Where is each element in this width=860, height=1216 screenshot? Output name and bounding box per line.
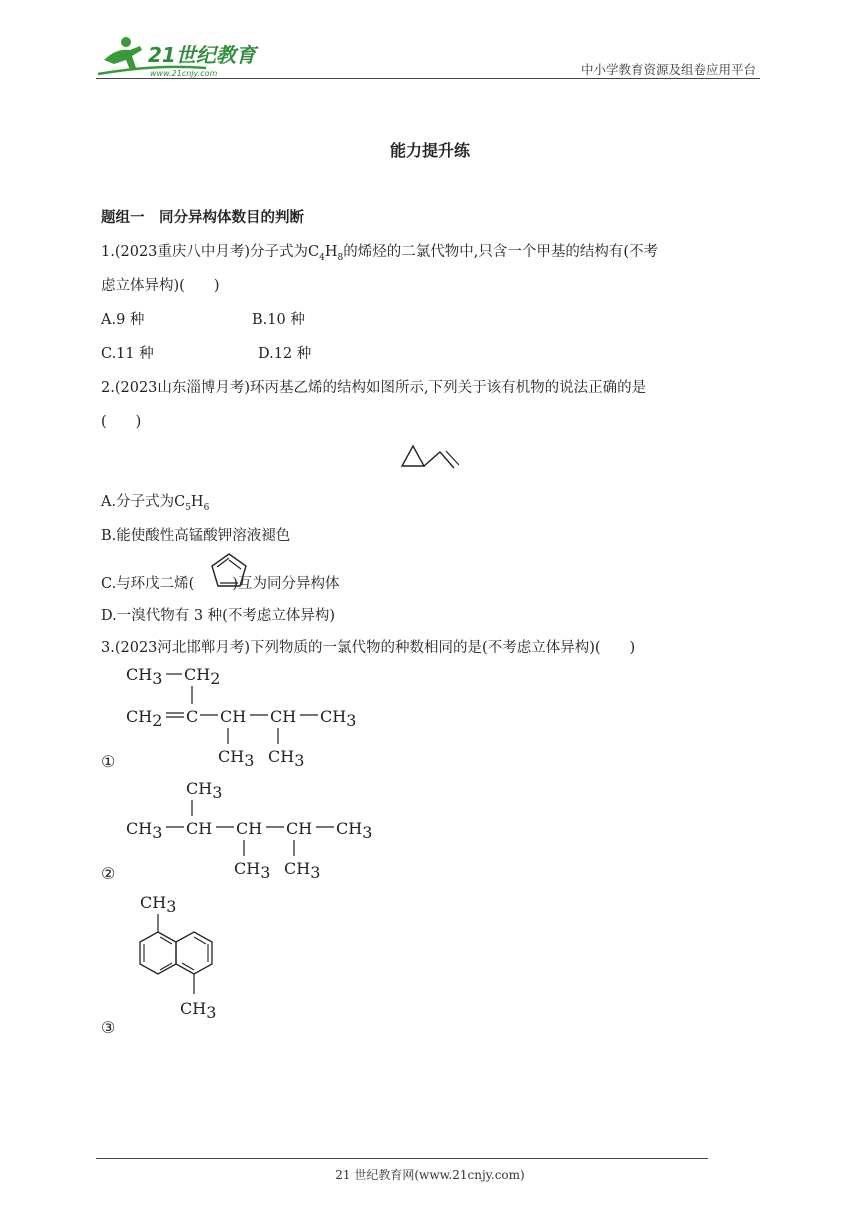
svg-text:CH3: CH3 [126, 819, 163, 842]
svg-text:CH: CH [270, 707, 297, 726]
svg-text:CH3: CH3 [234, 859, 271, 882]
svg-text:C: C [186, 707, 199, 726]
structure-1-label: ① [101, 752, 116, 771]
svg-text:CH: CH [186, 819, 213, 838]
q2-option-a: A.分子式为$C_5H_6$ [101, 494, 210, 513]
svg-text:CH3: CH3 [218, 747, 255, 770]
svg-text:CH3: CH3 [320, 707, 357, 730]
structure-3-label: ③ [101, 1018, 116, 1037]
svg-text:CH3: CH3 [126, 665, 163, 688]
q3-stem: 3.(2023河北邯郸月考)下列物质的一氯代物的种数相同的是(不考虑立体异构)( ) [101, 640, 636, 656]
logo [96, 34, 276, 80]
svg-text:CH: CH [286, 819, 313, 838]
svg-text:www.21cnjy.com: www.21cnjy.com [150, 69, 218, 78]
q1-option-b: B.10 种 [252, 312, 305, 328]
svg-text:21世纪教育: 21世纪教育 [148, 43, 256, 67]
q2-stem-line1: 2.(2023山东淄博月考)环丙基乙烯的结构如图所示,下列关于该有机物的说法正确的是 [101, 380, 647, 396]
svg-text:CH3: CH3 [284, 859, 321, 882]
structure-1 [120, 660, 380, 770]
svg-text:CH3: CH3 [186, 779, 223, 802]
svg-text:CH3: CH3 [180, 999, 217, 1022]
structure-2-label: ② [101, 864, 116, 883]
structure-2 [120, 772, 390, 882]
footer-text: 21 世纪教育网(www.21cnjy.com) [335, 1168, 525, 1182]
page-title: 能力提升练 [389, 141, 470, 160]
structure-3 [120, 886, 240, 1038]
page-header [96, 34, 760, 80]
svg-text:CH2: CH2 [184, 665, 221, 688]
q2-option-c: C.与环戊二烯( )互为同分异构体 [101, 576, 340, 592]
cyclopropylethylene-structure [396, 440, 466, 474]
svg-text:CH: CH [236, 819, 263, 838]
q1-option-c: C.11 种 [101, 346, 154, 362]
svg-text:CH3: CH3 [140, 893, 177, 916]
q2-option-b: B.能使酸性高锰酸钾溶液褪色 [101, 528, 291, 544]
cyclopentadiene-structure [206, 548, 252, 592]
svg-text:CH2: CH2 [126, 707, 163, 730]
header-platform-text: 中小学教育资源及组卷应用平台 [580, 62, 756, 77]
footer-divider [96, 1158, 708, 1159]
header-divider [96, 78, 760, 79]
q1-stem-line2: 虑立体异构)( ) [101, 278, 220, 294]
svg-text:CH3: CH3 [268, 747, 305, 770]
q1-option-d: D.12 种 [258, 346, 312, 362]
q2-option-d: D.一溴代物有 3 种(不考虑立体异构) [101, 608, 335, 624]
section-heading: 题组一 同分异构体数目的判断 [101, 210, 304, 226]
svg-text:CH: CH [220, 707, 247, 726]
svg-text:CH3: CH3 [336, 819, 373, 842]
q2-stem-line2: ( ) [101, 414, 142, 430]
q1-option-a: A.9 种 [101, 312, 145, 328]
q1-stem-line1: 1.(2023重庆八中月考)分子式为$C_4H_8$的烯烃的二氯代物中,只含一个甲基的结构有(不考 [101, 244, 659, 263]
